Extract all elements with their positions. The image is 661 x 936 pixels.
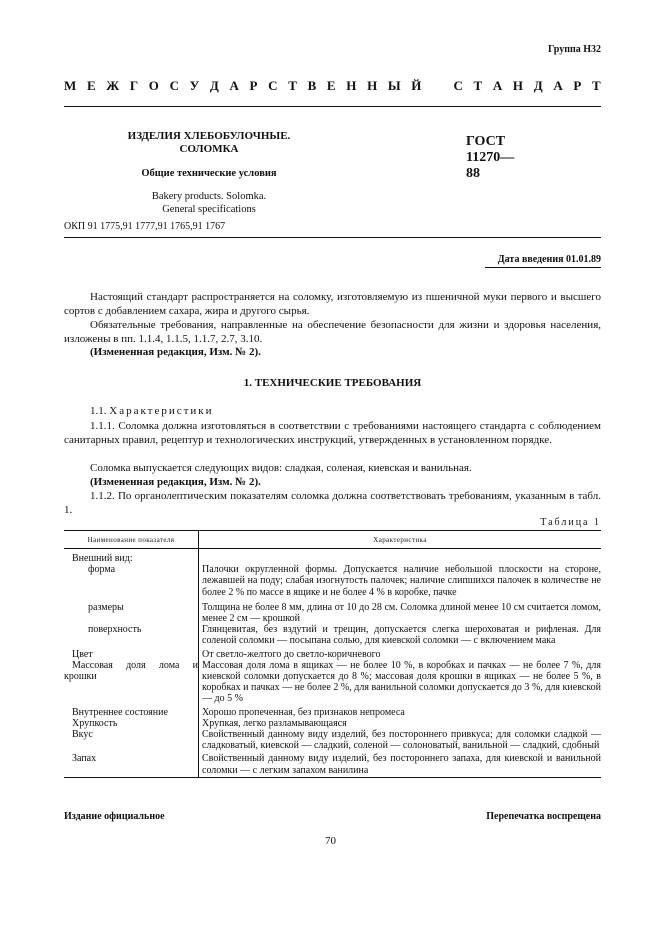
banner-letter: Е: [326, 78, 336, 93]
date-underline: [485, 267, 601, 268]
table-cell-value: Палочки округленной формы. Допускается наличие небольшой плоскости на стороне, лежавшей на поду; слабая изогнутость палочек; наличие слипшихся палочек в количестве не более 2 % по массе в ящике и не более 4 % в коробке, пачке: [202, 564, 601, 598]
table-cell-name: Хрупкость: [64, 718, 199, 729]
standard-title-block: [64, 130, 354, 216]
banner-letter: Т: [473, 78, 483, 93]
banner-letter: А: [553, 78, 563, 93]
table-cell-name: поверхность: [64, 624, 199, 646]
banner-letter: Т: [288, 78, 297, 93]
standard-title-line2: СОЛОМКА: [179, 143, 239, 155]
table-cell-name: Цвет: [64, 647, 199, 660]
intro-safety-paragraph: Обязательные требования, направленные на обеспечение безопасности для жизни и здоровья населения, изложены в пп. 1.1.4, 1.1.5, 1.1.7, 2.7, 3.10.: [64, 319, 601, 345]
table-cell-value: [199, 549, 602, 565]
table-cell-name: Запах: [64, 751, 199, 777]
banner-letter: В: [307, 78, 317, 93]
table-cell-name: Внешний вид:: [64, 549, 199, 565]
subsection-number: 1.1.: [90, 405, 110, 417]
table-header-row: [64, 531, 601, 549]
gost-code: 11270—88: [466, 150, 515, 181]
okp-divider: [64, 237, 601, 238]
banner-letter: С: [268, 78, 278, 93]
banner-letter: Й: [411, 78, 422, 93]
reprint-prohibited-note: Перепечатка воспрещена: [486, 811, 601, 822]
table-cell-name: Массовая доля лома и крошки: [64, 660, 199, 705]
section-amendment-note: (Измененная редакция, Изм. № 2).: [90, 476, 261, 488]
banner-letter: С: [169, 78, 179, 93]
banner-letter: У: [189, 78, 200, 93]
table-cell-value: От светло-желтого до светло-коричневого: [202, 648, 381, 660]
organoleptic-table: [64, 530, 601, 778]
header-divider: [64, 106, 601, 107]
section-heading: 1. ТЕХНИЧЕСКИЕ ТРЕБОВАНИЯ: [243, 377, 422, 389]
banner-letter: Ж: [106, 78, 120, 93]
banner-letter: Е: [86, 78, 96, 93]
english-title-line1: Bakery products. Solomka.: [151, 191, 267, 202]
table-cell-value: Массовая доля лома в ящиках — не более 10 %, в коробках и пачках — не более 7 %, для киевской соломки допускается до 8 %; массовая доля крошки в ящиках — не более 5 %, в коробках и пачках — не более 2 %, для ванильной соломки допускается до 3 %, для киевской — до 5 %: [202, 659, 601, 705]
effective-date: [498, 254, 601, 265]
english-title: [64, 190, 354, 216]
table-cell-value: Глянцевитая, без вздутий и трещин, допускается слегка шероховатая и рифленая. Для соленой соломки — посыпана солью, для киевской соломки — с включением мака: [202, 624, 601, 647]
standard-banner: [64, 78, 601, 94]
table-row: [64, 647, 601, 660]
table-cell-name: Вкус: [64, 729, 199, 751]
banner-letter: С: [453, 78, 463, 93]
gost-label: ГОСТ: [466, 134, 506, 149]
subsection-heading: [64, 404, 601, 418]
table-row: [64, 660, 601, 705]
banner-letter: Г: [129, 78, 139, 93]
official-edition-note: Издание официальное: [64, 811, 165, 822]
banner-letter: Т: [592, 78, 601, 93]
table-row: [64, 705, 601, 718]
banner-letter: Н: [346, 78, 357, 93]
banner-letter: Н: [512, 78, 524, 93]
effective-date-value: 01.01.89: [566, 254, 601, 265]
table-cell-value: Свойственный данному виду изделий, без постороннего привкуса; для соломки сладкой — сладковатый, киевской — сладкий, соленой — солоноватый, ванильной — сладкий, сдобный: [202, 729, 601, 752]
table-row: [64, 751, 601, 777]
intro-paragraph: Настоящий стандарт распространяется на соломку, изготовляемую из пшеничной муки первого и высшего сортов с добавлением сахара, жира и другого сырья.: [64, 291, 601, 317]
standard-subtitle: Общие технические условия: [141, 168, 277, 179]
subsection-title: Характеристики: [109, 405, 214, 417]
banner-letter: Д: [209, 78, 219, 93]
banner-letter: А: [229, 78, 239, 93]
banner-letter: Р: [249, 78, 258, 93]
banner-letter: М: [64, 78, 77, 93]
table-cell-value: Хорошо пропеченная, без признаков непромеса: [202, 706, 405, 718]
column-header-indicator: Наименование показателя: [64, 531, 199, 549]
page-number: 70: [325, 835, 336, 847]
group-code: Группа Н32: [548, 44, 601, 55]
table-caption: Таблица 1: [540, 517, 601, 528]
table-cell-name: форма: [64, 564, 199, 598]
banner-letter: Д: [533, 78, 543, 93]
kinds-paragraph: Соломка выпускается следующих видов: сладкая, соленая, киевская и ванильная.: [90, 462, 472, 474]
banner-letter: Н: [367, 78, 378, 93]
intro-amendment-note: (Измененная редакция, Изм. № 2).: [90, 346, 261, 358]
banner-letter: А: [492, 78, 503, 93]
banner-letter: О: [148, 78, 159, 93]
clause-1-1-2: 1.1.2. По органолептическим показателям соломка должна соответствовать требованиям, указанным в табл. 1.: [64, 490, 601, 516]
table-cell-value: Толщина не более 8 мм, длина от 10 до 28 см. Соломка длиной менее 10 см считается ломом, менее 2 см — крошкой: [202, 601, 601, 625]
gost-number: [466, 134, 528, 182]
okp-codes: ОКП 91 1775,91 1777,91 1765,91 1767: [64, 221, 226, 232]
table-row: [64, 624, 601, 646]
banner-letter: Ы: [387, 78, 401, 93]
banner-letter: Р: [573, 78, 582, 93]
table-row: [64, 718, 601, 729]
table-cell-name: Внутреннее состояние: [64, 705, 199, 718]
table-group-row: [64, 549, 601, 565]
table-row: [64, 729, 601, 751]
standard-title-line1: ИЗДЕЛИЯ ХЛЕБОБУЛОЧНЫЕ.: [127, 130, 291, 142]
clause-1-1-1: 1.1.1. Соломка должна изготовляться в соответствии с требованиями настоящего стандарта с соблюдением санитарных правил, рецептур и технологических инструкций, утвержденных в установленном порядке.: [64, 420, 601, 446]
table-row: [64, 564, 601, 598]
table-cell-value: Свойственный данному виду изделий, без постороннего запаха, для киевской и ванильной соломки — с легким запахом ванилина: [199, 751, 602, 777]
column-header-characteristic: Характеристика: [199, 531, 602, 549]
table-cell-name: размеры: [64, 598, 199, 624]
table-cell-value: Хрупкая, легко разламывающаяся: [202, 717, 347, 729]
english-title-line2: General specifications: [162, 204, 256, 215]
table-row: [64, 598, 601, 624]
effective-date-label: Дата введения: [497, 254, 566, 265]
